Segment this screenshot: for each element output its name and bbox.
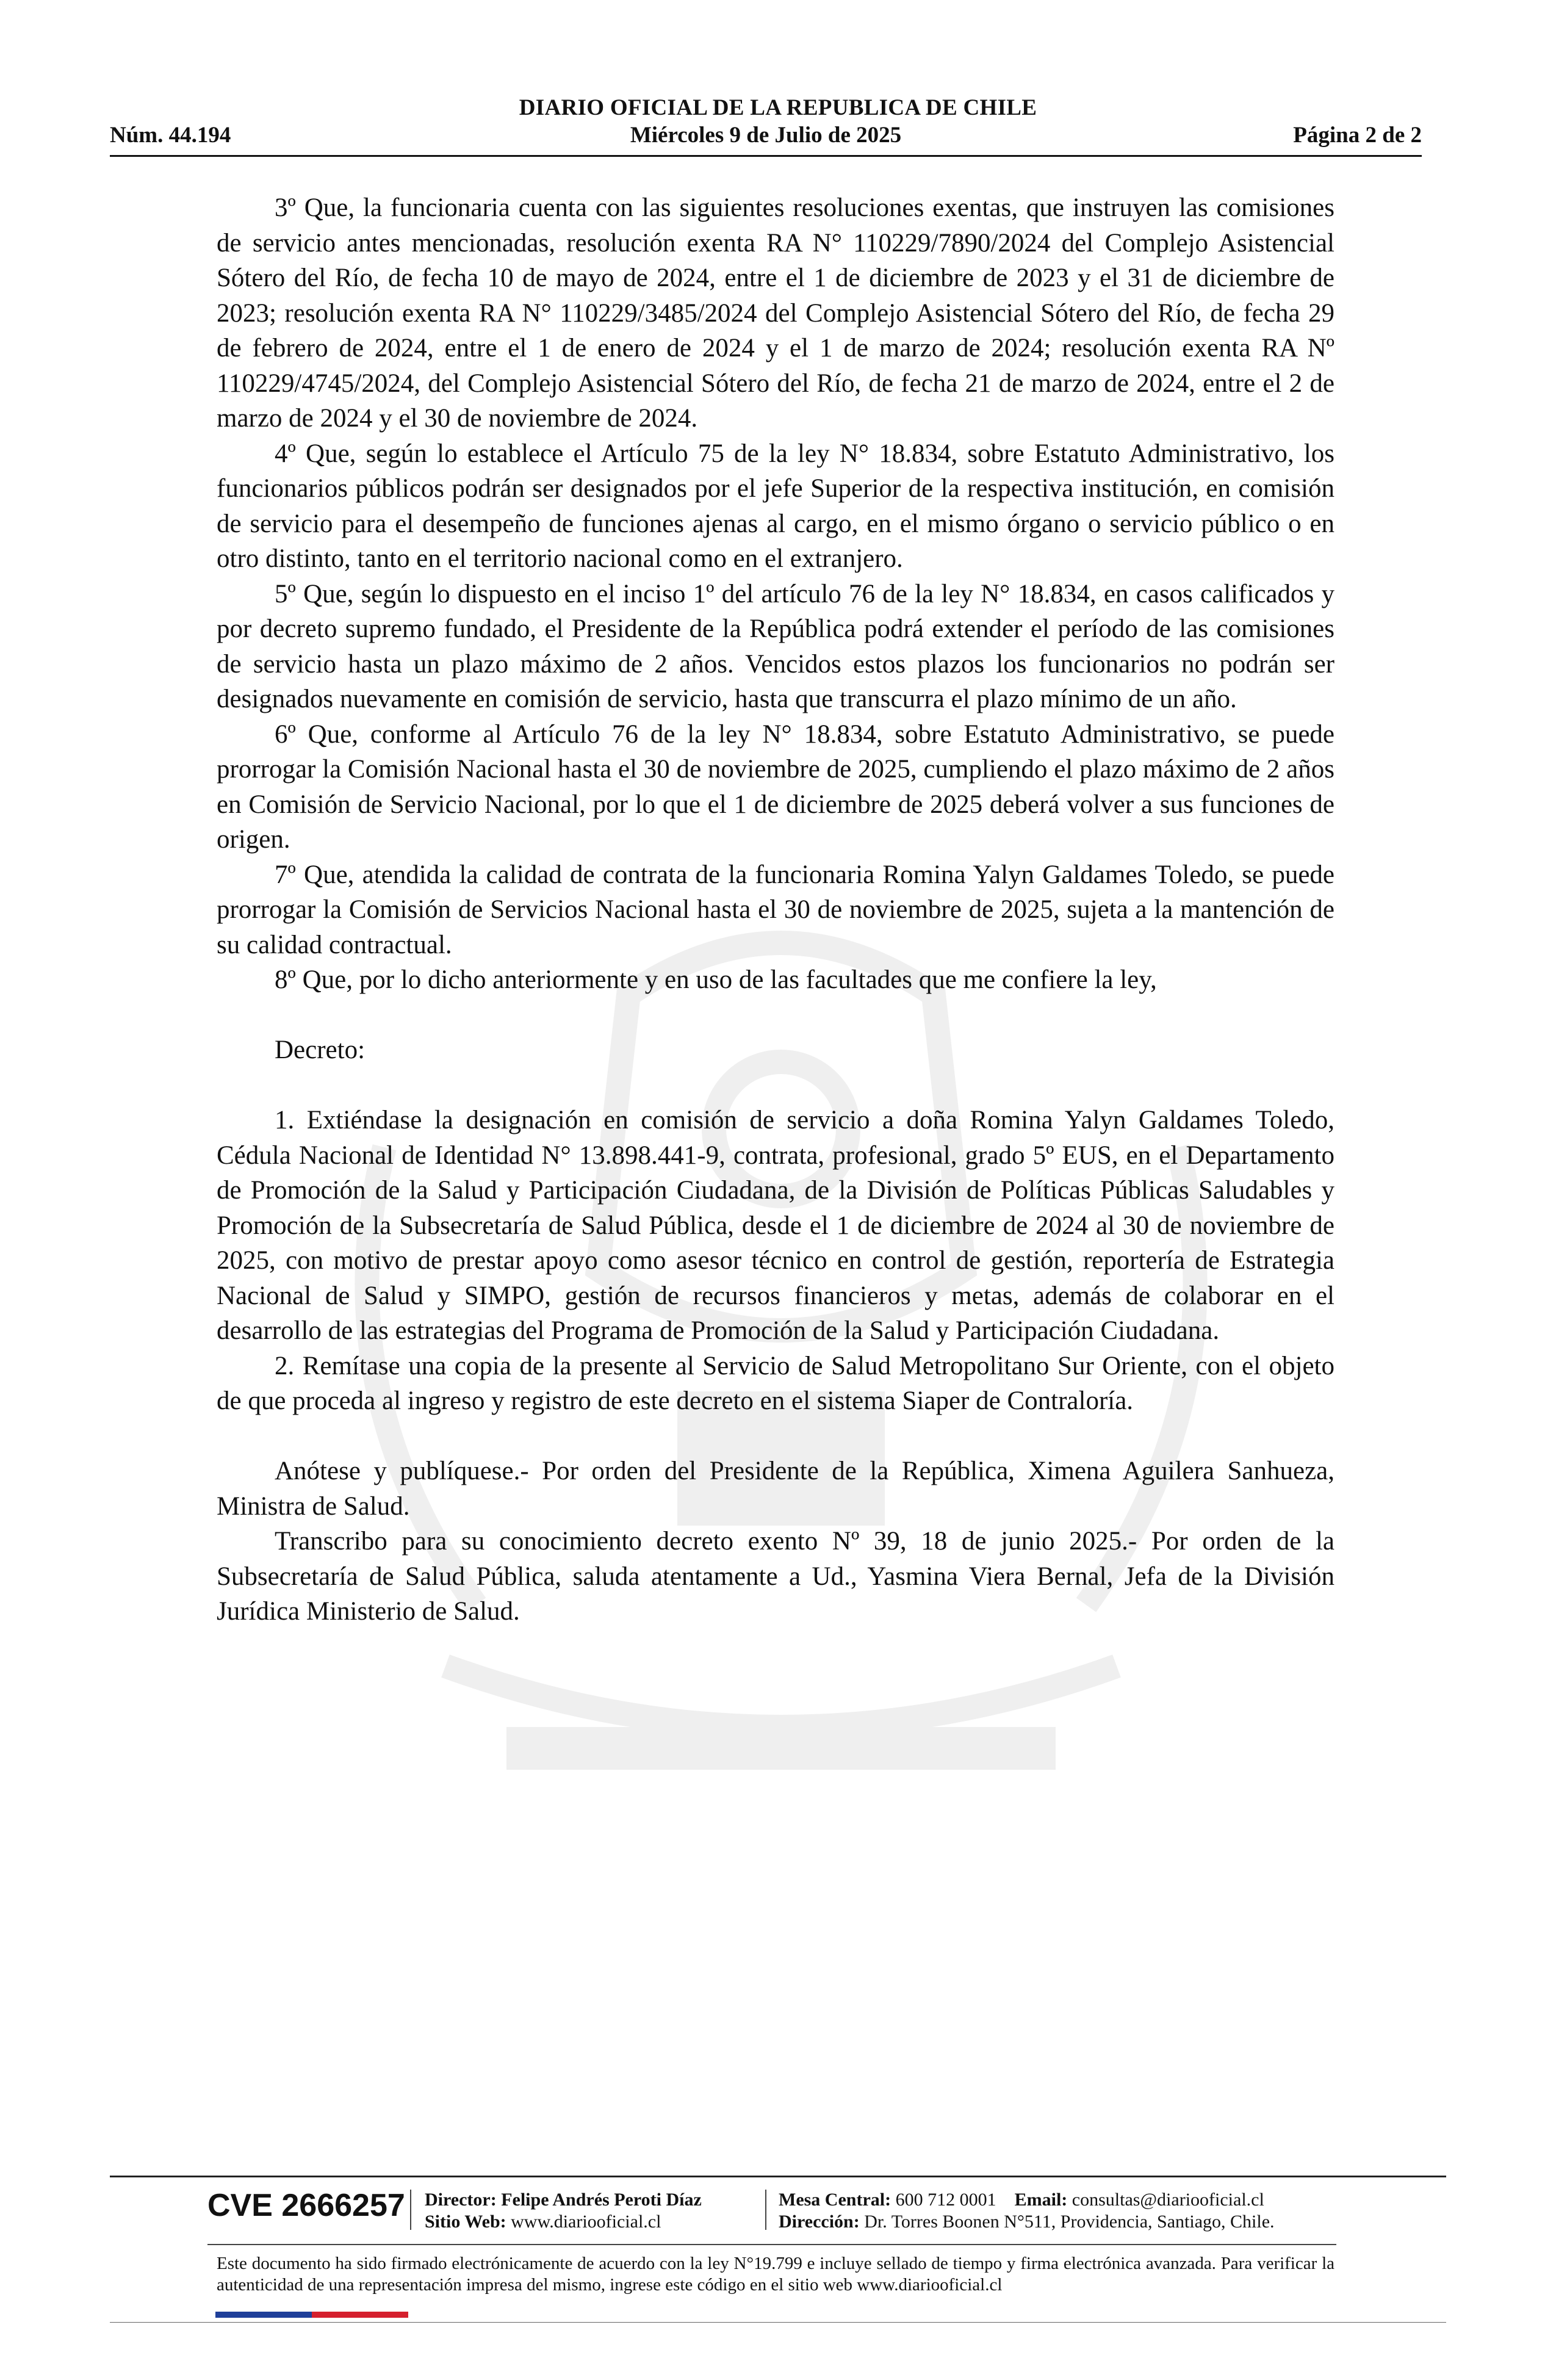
flag-stripe	[215, 2312, 408, 2318]
decree-article-2: 2. Remítase una copia de la presente al Servicio de Salud Metropolitano Sur Oriente, con el objeto de que proceda al ingreso y registro de este decreto en el sistema Siaper de Contraloría.	[217, 1351, 1334, 1415]
mesa-phone: 600 712 0001	[895, 2190, 996, 2210]
paragraph: 6º Que, conforme al Artículo 76 de la ley N° 18.834, sobre Estatuto Administrativo, se puede prorrogar la Comisión Nacional hasta el 30 de noviembre de 2025, cumpliendo el plazo máximo de 2 años en Comisión de Servicio Nacional, por lo que el 1 de diciembre de 2025 deberá volver a sus funciones de origen.	[217, 719, 1334, 854]
issue-number: Núm. 44.194	[110, 123, 231, 148]
paragraph: 4º Que, según lo establece el Artículo 75 de la ley N° 18.834, sobre Estatuto Administrativo, los funcionarios públicos podrán ser designados por el jefe Superior de la respectiva institución, en comisión de servicio para el desempeño de funciones ajenas al cargo, en el mismo órgano o servicio público o en otro distinto, tanto en el territorio nacional como en el extranjero.	[217, 439, 1334, 573]
site-label: Sitio Web:	[425, 2212, 506, 2232]
transcription-paragraph: Transcribo para su conocimiento decreto exento Nº 39, 18 de junio 2025.- Por orden de la Subsecretaría de Salud Pública, saluda atentamente a Ud., Yasmina Viera Bernal, Jefa de la División Jurídica Ministerio de Salud.	[217, 1527, 1334, 1626]
gazette-title: DIARIO OFICIAL DE LA REPUBLICA DE CHILE	[519, 95, 1037, 120]
director-label: Director:	[425, 2190, 497, 2210]
decree-article-1: 1. Extiéndase la designación en comisión de servicio a doña Romina Yalyn Galdames Toledo, Cédula Nacional de Identidad N° 13.898.441-9, contrata, profesional, grado 5º EUS, en el Departamento de Promoción de la Salud y Participación Ciudadana, de la División de Políticas Públicas Saludables y Promoción de la Subsecretaría de Salud Pública, desde el 1 de diciembre de 2024 al 30 de noviembre de 2025, con motivo de prestar apoyo como asesor técnico en control de gestión, reportería de Estrategia Nacional de Salud y SIMPO, gestión de recursos financieros y metas, además de colaborar en el desarrollo de las estrategias del Programa de Promoción de la Salud y Participación Ciudadana.	[217, 1106, 1334, 1345]
closing-paragraph: Anótese y publíquese.- Por orden del Presidente de la República, Ximena Aguilera Sanhueza, Ministra de Salud.	[217, 1457, 1334, 1521]
document-body	[217, 190, 1334, 1629]
address-text: Dr. Torres Boonen N°511, Providencia, Santiago, Chile.	[864, 2212, 1275, 2232]
email-label: Email:	[1014, 2190, 1068, 2210]
flag-red-segment	[312, 2312, 408, 2318]
legal-notice: Este documento ha sido firmado electrónicamente de acuerdo con la ley N°19.799 e incluye sellado de tiempo y firma electrónica avanzada. Para verificar la autenticidad de una representación impresa del mismo, ingrese este código en el sitio web www.diariooficial.cl	[217, 2254, 1334, 2295]
footer-separator	[765, 2190, 766, 2230]
footer-contact-column	[779, 2189, 1275, 2233]
cve-code: CVE 2666257	[207, 2188, 405, 2223]
footer-separator	[410, 2190, 411, 2230]
header-row	[110, 122, 1422, 151]
footer-divider-bottom	[110, 2322, 1446, 2323]
decree-heading: Decreto:	[275, 1036, 366, 1064]
paragraph: 8º Que, por lo dicho anteriormente y en uso de las facultades que me confiere la ley,	[275, 965, 1157, 994]
footer-divider-middle	[207, 2244, 1336, 2245]
footer-divider-top	[110, 2176, 1446, 2177]
director-name: Felipe Andrés Peroti Díaz	[501, 2190, 702, 2210]
page-number: Página 2 de 2	[1293, 123, 1422, 148]
header-divider	[110, 155, 1422, 157]
address-label: Dirección:	[779, 2212, 860, 2232]
flag-blue-segment	[215, 2312, 312, 2318]
issue-date: Miércoles 9 de Julio de 2025	[630, 123, 902, 148]
paragraph: 3º Que, la funcionaria cuenta con las siguientes resoluciones exentas, que instruyen las comisiones de servicio antes mencionadas, resolución exenta RA N° 110229/7890/2024 del Complejo Asistencial Sótero del Río, de fecha 10 de mayo de 2024, entre el 1 de diciembre de 2023 y el 31 de diciembre de 2023; resolución exenta RA N° 110229/3485/2024 del Complejo Asistencial Sótero del Río, de fecha 29 de febrero de 2024, entre el 1 de enero de 2024 y el 1 de marzo de 2024; resolución exenta RA Nº 110229/4745/2024, del Complejo Asistencial Sótero del Río, de fecha 21 de marzo de 2024, entre el 2 de marzo de 2024 y el 30 de noviembre de 2024.	[217, 193, 1334, 433]
footer-director-column	[425, 2189, 702, 2233]
email-address: consultas@diariooficial.cl	[1072, 2190, 1264, 2210]
site-url: www.diariooficial.cl	[511, 2212, 661, 2232]
paragraph: 7º Que, atendida la calidad de contrata de la funcionaria Romina Yalyn Galdames Toledo, se puede prorrogar la Comisión de Servicios Nacional hasta el 30 de noviembre de 2025, sujeta a la mantención de su calidad contractual.	[217, 860, 1334, 959]
paragraph: 5º Que, según lo dispuesto en el inciso 1º del artículo 76 de la ley N° 18.834, en casos calificados y por decreto supremo fundado, el Presidente de la República podrá extender el período de las comisiones de servicio hasta un plazo máximo de 2 años. Vencidos estos plazos los funcionarios no podrán ser designados nuevamente en comisión de servicio, hasta que transcurra el plazo mínimo de un año.	[217, 579, 1334, 713]
mesa-label: Mesa Central:	[779, 2190, 891, 2210]
